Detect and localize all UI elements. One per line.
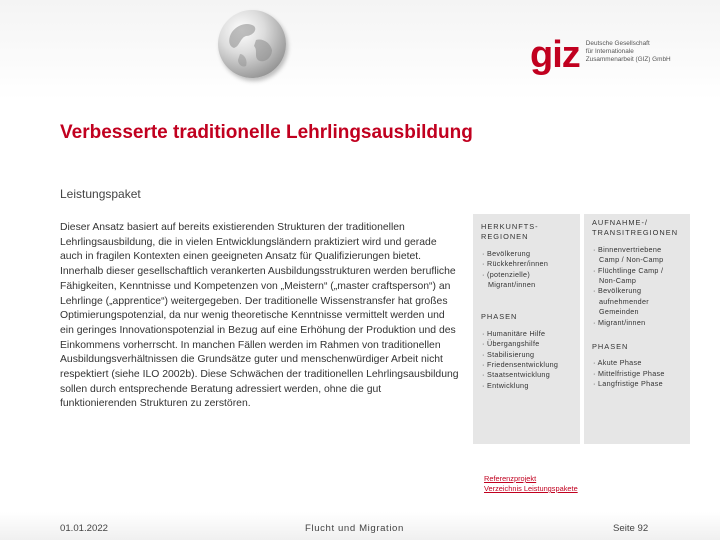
panel-heading: PHASEN: [481, 312, 518, 322]
links: [484, 474, 578, 494]
list-item: · Mittelfristige Phase: [593, 368, 665, 378]
list-item: · Humanitäre Hilfe: [482, 328, 546, 338]
footer-topic: Flucht und Migration: [305, 523, 404, 534]
panel-heading: AUFNAHME-/ TRANSITREGIONEN: [592, 218, 679, 238]
body-text: Dieser Ansatz basiert auf bereits existierenden Strukturen der traditionellen Lehrlingsausbildung, die in vielen Entwicklungsländern praktiziert wird und gerade auch in fragilen Kontexten einen geeigneten Ansatz für Qualifizierungen bietet. Innerhalb dieser gesellschaftlich verankerten Ausbildungsstrukturen werden berufliche Fähigkeiten, Kenntnisse und Kompetenzen von „Meistern“ („master craftsperson“) an Lehrlinge („apprentice“) weitergegeben. Der traditionelle Wissenstransfer hat großes Optimierungspotenzial, da nur wenig theoretische Kenntnisse vermittelt werden und ein geringes Innovationspotenzial in Bezug auf eine Erhöhung der Produktion und des Einkommens vorherrscht. In manchen Fällen werden im Rahmen von traditionellen Ausbildungsverhältnissen die Grundsätze guter und menschenwürdiger Arbeit nicht respektiert (siehe ILO 2002b). Diese Schwächen der traditionellen Lehrlingsausbildung sollen durch entsprechende Beratung adressiert werden, ohne die gut funktionierenden Strukturen zu zerstören.: [60, 222, 459, 410]
logo-text-line: Zusammenarbeit (GIZ) GmbH: [585, 56, 671, 63]
list-item: · Rückkehrer/innen: [482, 259, 549, 269]
panel-heading: HERKUNFTS-REGIONEN: [481, 222, 539, 242]
footer-date: 01.01.2022: [60, 523, 109, 534]
list-item: · Übergangshilfe: [482, 339, 540, 349]
target-group-list: [481, 249, 572, 291]
list-item: · Migrant/innen: [593, 317, 646, 327]
logo-text: [586, 40, 681, 64]
logo-text-line: Deutsche Gesellschaft: [585, 40, 650, 47]
phase-list: [481, 329, 572, 391]
giz-logo: [530, 34, 681, 78]
list-item: · Stabilisierung: [482, 349, 535, 359]
target-group-list: [592, 245, 682, 328]
panel-origin-regions: [473, 214, 580, 444]
page-subtitle: Leistungspaket: [60, 187, 141, 201]
list-item: · Bevölkerung: [482, 248, 531, 258]
list-item: · Bevölkerung aufnehmender Gemeinden: [593, 286, 649, 317]
list-item: · Akute Phase: [593, 358, 642, 368]
list-item: · Entwicklung: [482, 380, 529, 390]
service-package-directory-link[interactable]: Verzeichnis Leistungspakete: [484, 484, 578, 493]
logo-mark: giz: [530, 34, 580, 76]
list-item: · Langfristige Phase: [593, 379, 663, 389]
globe-icon: [218, 10, 286, 78]
panel-heading: PHASEN: [592, 342, 629, 352]
list-item: · Staatsentwicklung: [482, 370, 551, 380]
list-item: · Binnenvertriebene Camp / Non-Camp: [593, 244, 664, 265]
list-item: · (potenzielle) Migrant/innen: [482, 269, 536, 290]
list-item: · Friedensentwicklung: [482, 360, 559, 370]
phase-list: [592, 358, 682, 389]
page-title: Verbesserte traditionelle Lehrlingsausbildung: [60, 122, 473, 143]
reference-project-link[interactable]: Referenzprojekt: [484, 474, 537, 483]
page-number: Seite 92: [613, 523, 649, 534]
logo-text-line: für Internationale: [585, 48, 634, 55]
list-item: · Flüchtlinge Camp / Non-Camp: [593, 265, 664, 286]
panel-host-regions: [584, 214, 690, 444]
